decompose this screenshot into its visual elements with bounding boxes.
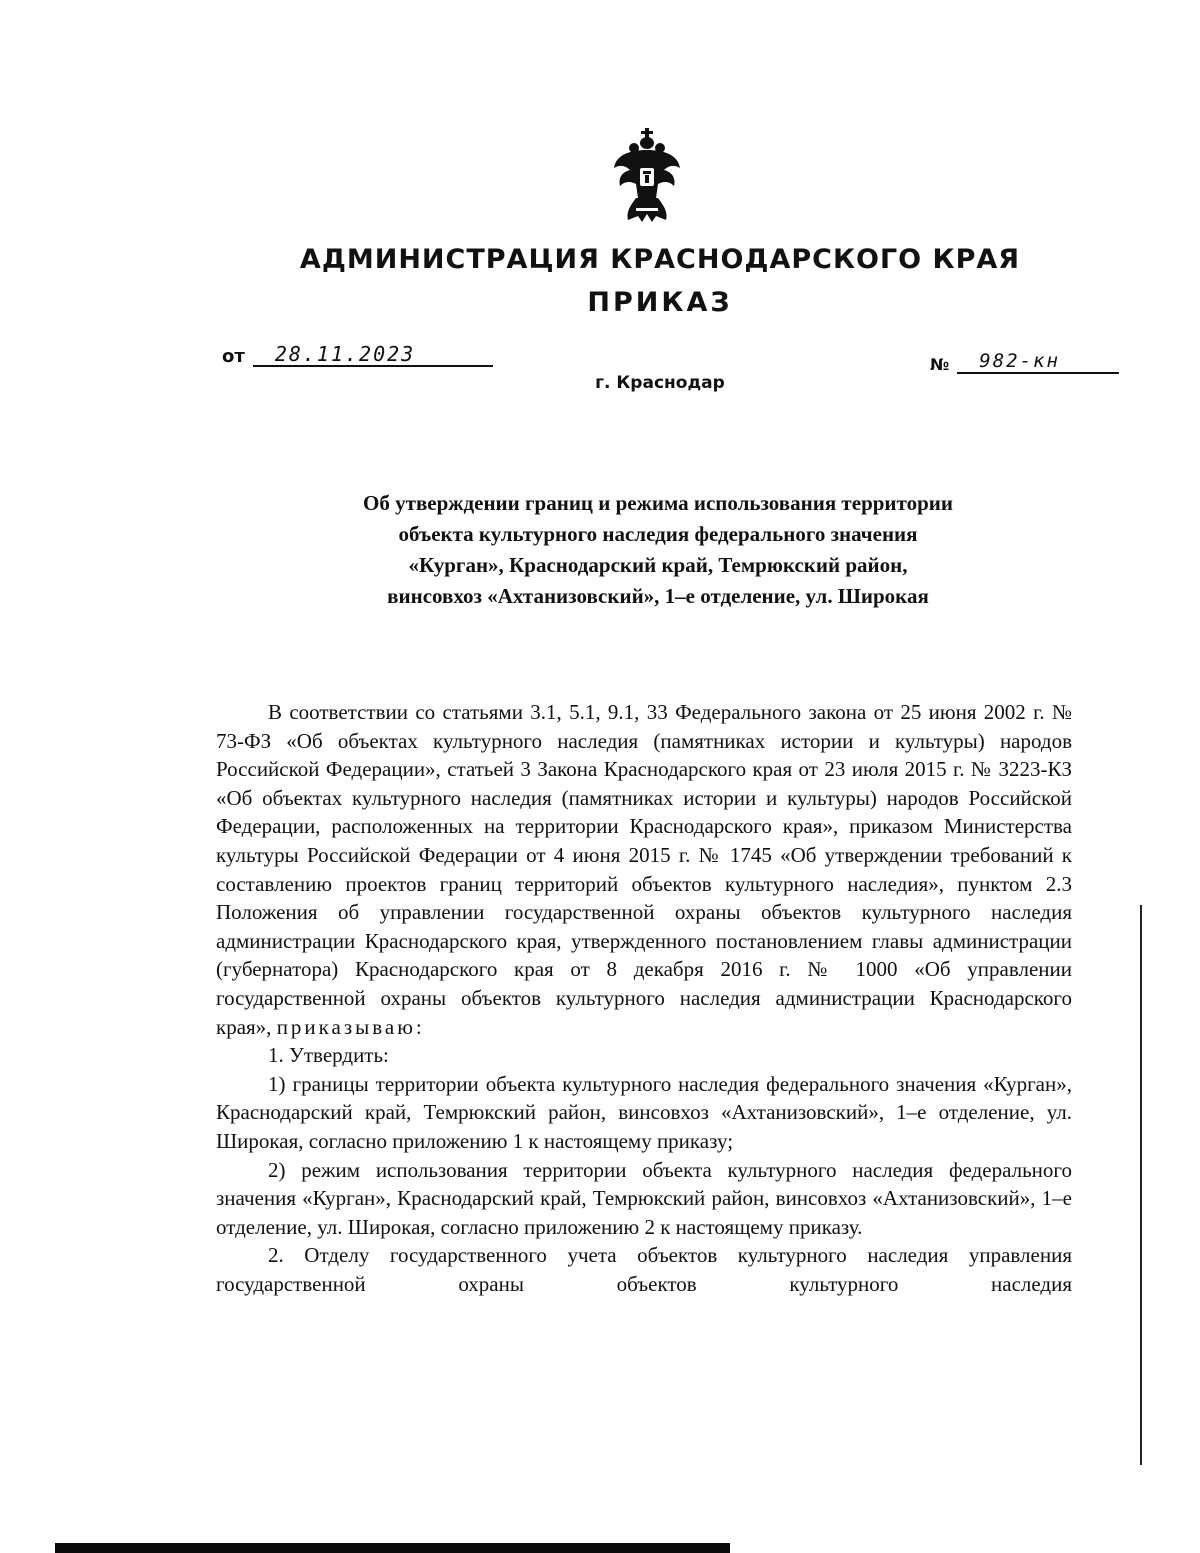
item-1-1: 1) границы территории объекта культурного наследия федерального значения «Курган», Краснодарский край, Темрюкский район, винсовхоз «Ахтанизовский», 1–е отделение, ул. Широкая, согласно приложению 1 к настоящему приказу; [216, 1071, 1072, 1153]
scan-artifact-line [1140, 905, 1142, 1465]
date-field [222, 343, 493, 367]
coat-of-arms-emblem [612, 128, 682, 224]
item-2: 2. Отделу государственного учета объектов культурного наследия управления государственной охраны объектов культурного наследия [216, 1243, 1072, 1296]
date-value: 28.11.2023 [253, 343, 493, 367]
preamble-text: В соответствии со статьями 3.1, 5.1, 9.1, 33 Федерального закона от 25 июня 2002 г. № 73-ФЗ «Об объектах культурного наследия (памятниках истории и культуры) народов Российской Федерации», статьей 3 Закона Краснодарского края от 23 июля 2015 г. № 3223-КЗ «Об объектах культурного наследия (памятниках истории и культуры) народов Российской Федерации, расположенных на территории Краснодарского края», приказом Министерства культуры Российской Федерации от 4 июня 2015 г. № 1745 «Об утверждении требований к составлению проектов границ территорий объектов культурного наследия», пунктом 2.3 Положения об управлении государственной охраны объектов культурного наследия администрации Краснодарского края, утвержденного постановлением главы администрации (губернатора) Краснодарского края от 8 декабря 2016 г. № 1000 «Об управлении государственной охраны объектов культурного наследия администрации Краснодарского края», [216, 700, 1072, 1039]
number-label: № [930, 355, 950, 374]
subject-line: объекта культурного наследия федерального значения [398, 522, 918, 546]
scan-artifact-bar [55, 1543, 730, 1553]
document-body [216, 698, 1072, 1298]
city-name: г. Краснодар [595, 373, 725, 393]
document-subject [268, 488, 1048, 612]
preamble-paragraph [216, 698, 1072, 1041]
item-1: 1. Утвердить: [268, 1043, 389, 1068]
order-word: приказываю: [276, 1014, 425, 1039]
document-number-field [930, 350, 1119, 374]
subject-line: «Курган», Краснодарский край, Темрюкский район, [408, 553, 908, 577]
date-label: от [222, 346, 245, 367]
document-type: ПРИКАЗ [587, 287, 733, 318]
number-value: 982-кн [957, 350, 1119, 374]
organization-name: АДМИНИСТРАЦИЯ КРАСНОДАРСКОГО КРАЯ [299, 244, 1021, 275]
item-1-2: 2) режим использования территории объекта культурного наследия федерального значения «Курган», Краснодарский край, Темрюкский район, винсовхоз «Ахтанизовский», 1–е отделение, ул. Широкая, согласно приложению 2 к настоящему приказу. [216, 1157, 1072, 1239]
subject-line: Об утверждении границ и режима использования территории [363, 491, 953, 515]
subject-line: винсовхоз «Ахтанизовский», 1–е отделение, ул. Широкая [387, 584, 929, 608]
